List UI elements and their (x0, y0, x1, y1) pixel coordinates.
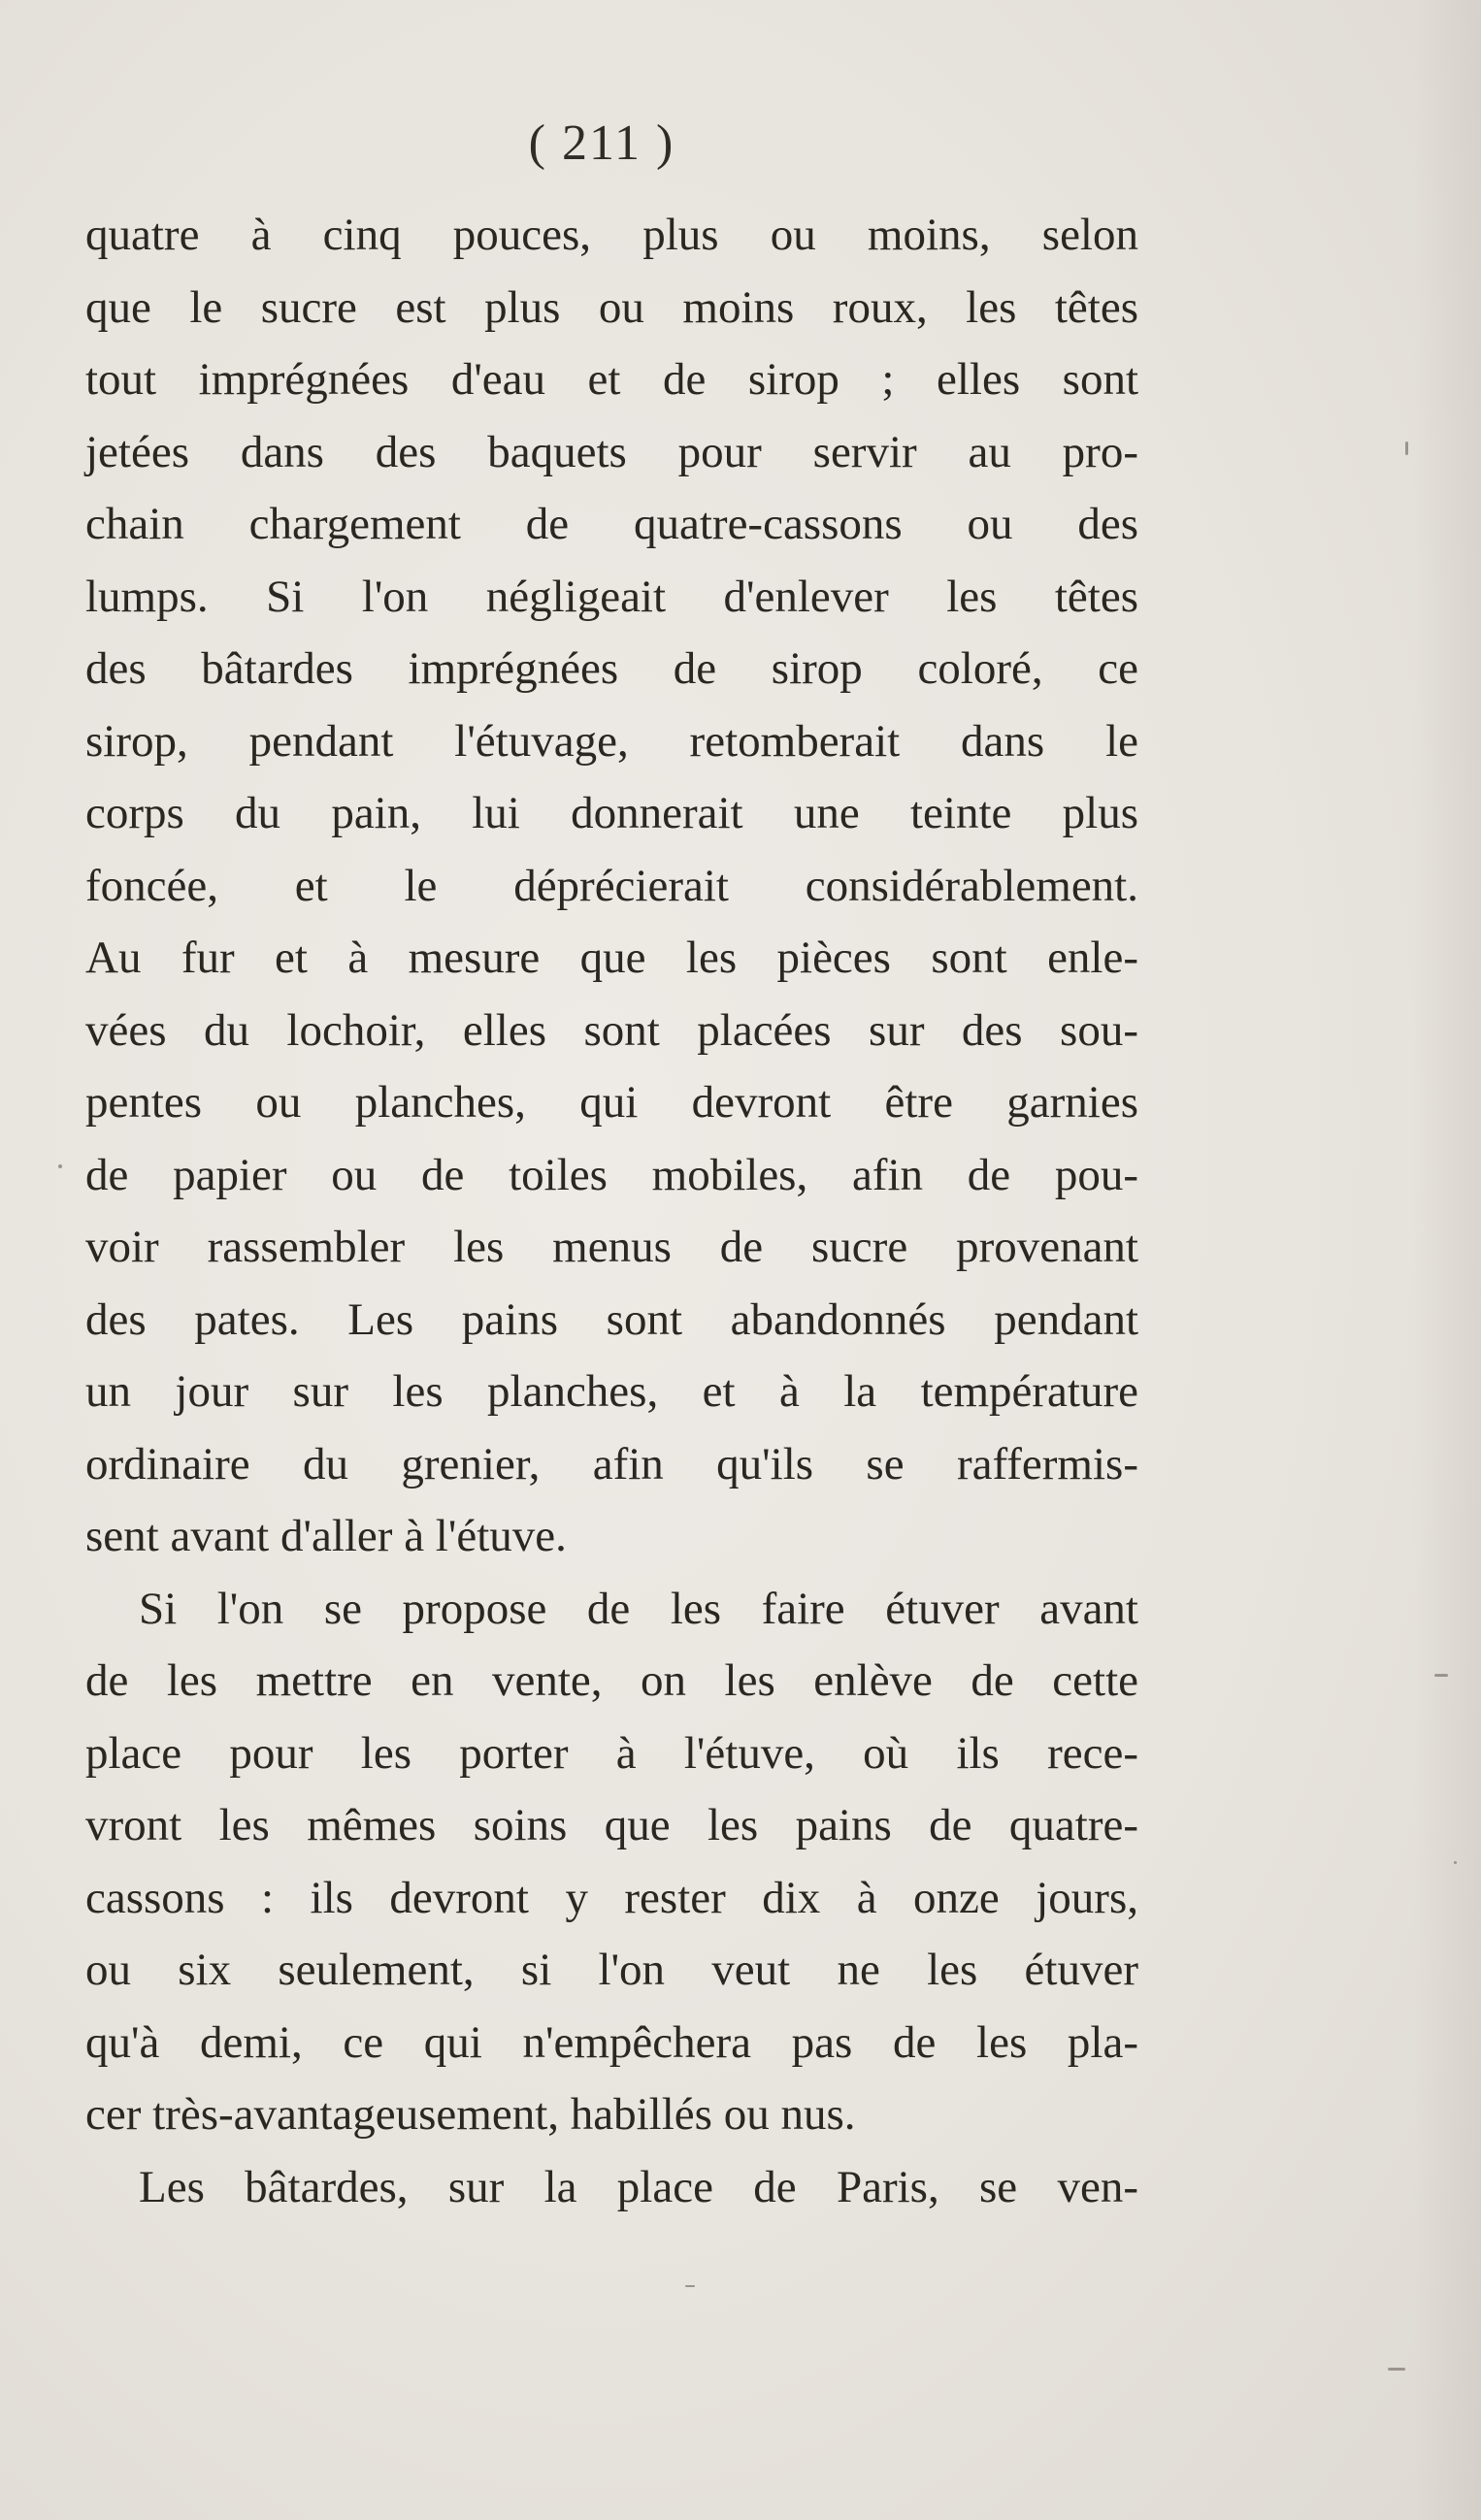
text-line: ou six seulement, si l'on veut ne les étuver (85, 1945, 1138, 1995)
text-line: un jour sur les planches, et à la température (85, 1366, 1138, 1417)
text-line: tout imprégnées d'eau et de sirop ; elles sont (85, 354, 1138, 405)
page-number: ( 211 ) (528, 115, 675, 171)
text-line: corps du pain, lui donnerait une teinte plus (85, 788, 1138, 838)
paper-speck (1434, 1674, 1448, 1677)
text-line: vées du lochoir, elles sont placées sur des sou- (85, 1004, 1138, 1056)
text-line: vront les mêmes soins que les pains de quatre- (85, 1800, 1138, 1850)
text-line: Si l'on se propose de les faire étuver avant (139, 1583, 1138, 1634)
text-line: foncée, et le déprécierait considérablement. (85, 860, 1138, 911)
text-line: quatre à cinq pouces, plus ou moins, selon (85, 210, 1138, 260)
paper-speck (1454, 1861, 1457, 1864)
text-line: place pour les porter à l'étuve, où ils rece- (85, 1727, 1138, 1779)
paper-speck (58, 1164, 62, 1168)
text-line: des pates. Les pains sont abandonnés pendant (85, 1293, 1138, 1345)
paper-speck (1388, 2368, 1405, 2371)
text-line: des bâtardes imprégnées de sirop coloré, ce (85, 643, 1138, 694)
paper-speck (1405, 442, 1408, 455)
text-line: qu'à demi, ce qui n'empêchera pas de les pla- (85, 2016, 1138, 2068)
text-line: de papier ou de toiles mobiles, afin de pou- (85, 1149, 1138, 1200)
text-line: voir rassembler les menus de sucre provenant (85, 1222, 1138, 1272)
text-line: que le sucre est plus ou moins roux, les têtes (85, 281, 1138, 333)
text-line: de les mettre en vente, on les enlève de cette (85, 1655, 1138, 1706)
text-line: sirop, pendant l'étuvage, retomberait dans le (85, 715, 1138, 767)
paper-speck (685, 2285, 695, 2287)
text-line: jetées dans des baquets pour servir au pro- (85, 426, 1138, 477)
text-line: ordinaire du grenier, afin qu'ils se raffermis- (85, 1438, 1138, 1489)
text-line: Au fur et à mesure que les pièces sont enle- (85, 933, 1138, 983)
body-text (85, 199, 1138, 2223)
page-edge-shadow (1413, 0, 1481, 2520)
text-line: cer très-avantageusement, habillés ou nus. (85, 2089, 856, 2140)
text-line: pentes ou planches, qui devront être garnies (85, 1077, 1138, 1128)
text-line: sent avant d'aller à l'étuve. (85, 1511, 567, 1561)
text-line: Les bâtardes, sur la place de Paris, se ven- (139, 2161, 1138, 2212)
text-line: lumps. Si l'on négligeait d'enlever les têtes (85, 571, 1138, 622)
text-line: cassons : ils devront y rester dix à onze jours, (85, 1872, 1138, 1923)
text-line: chain chargement de quatre-cassons ou des (85, 499, 1138, 549)
